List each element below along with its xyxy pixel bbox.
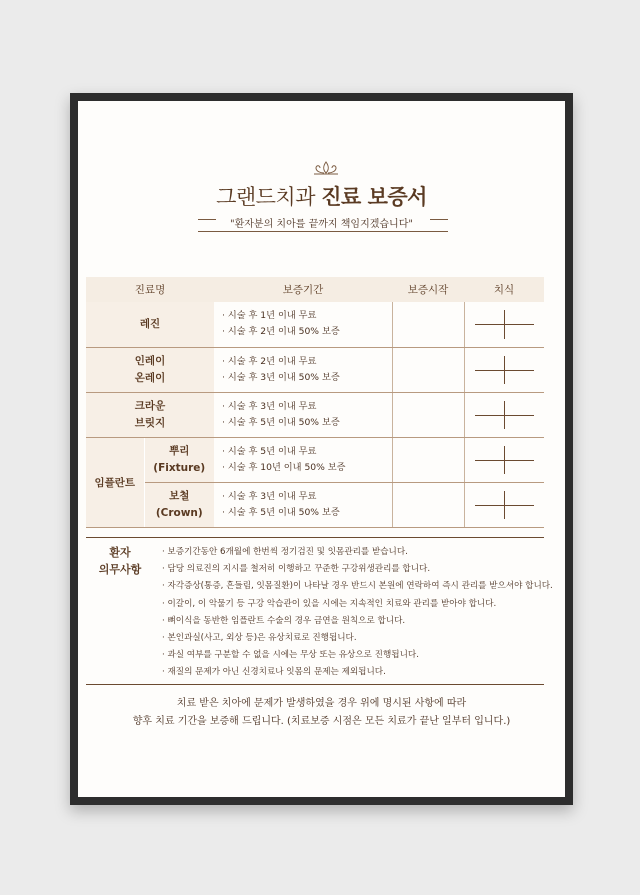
section-divider-top [86, 537, 544, 538]
tooth-chart-cross[interactable] [464, 392, 544, 437]
list-item: · 과실 여부를 구분할 수 없을 시에는 무상 또는 유상으로 진행됩니다. [162, 650, 419, 661]
table-row [86, 482, 544, 527]
list-item: · 자각증상(통증, 흔들림, 잇몸질환)이 나타날 경우 반드시 본원에 연락하여 즉시 관리를 받으셔야 합니다. [162, 581, 553, 592]
start-date-field[interactable] [392, 302, 464, 347]
list-item: · 본인과실(사고, 외상 등)은 유상치료로 진행됩니다. [162, 633, 357, 644]
col-header-start: 보증시작 [392, 277, 464, 302]
footer-line-2: 향후 치료 기간을 보증해 드립니다. (치료보증 시점은 모든 치료가 끝난 일부터 입니다.) [132, 716, 511, 727]
certificate-frame [70, 93, 573, 805]
treatment-name: 레진 [86, 302, 214, 347]
col-header-tooth-chart: 치식 [464, 277, 544, 302]
table-row [86, 302, 544, 347]
table-header-row [86, 277, 544, 302]
implant-group-label: 임플란트 [86, 437, 144, 527]
table-row [86, 437, 544, 482]
col-header-period: 보증기간 [214, 277, 392, 302]
title-clinic-name: 그랜드치과 [216, 185, 315, 209]
warranty-period: · 시술 후 2년 이내 무료 · 시술 후 3년 이내 50% 보증 [214, 347, 392, 392]
warranty-table [86, 277, 544, 528]
warranty-period: · 시술 후 1년 이내 무료 · 시술 후 2년 이내 50% 보증 [214, 302, 392, 347]
page-title [216, 185, 427, 209]
table-row [86, 392, 544, 437]
duties-list [162, 544, 553, 682]
title-block [78, 181, 565, 211]
warranty-period: · 시술 후 3년 이내 무료 · 시술 후 5년 이내 50% 보증 [214, 392, 392, 437]
list-item: · 재질의 문제가 아닌 신경치료나 잇몸의 문제는 제외됩니다. [162, 667, 386, 678]
section-divider-bottom [86, 684, 544, 685]
treatment-name: 크라운 브릿지 [86, 392, 214, 437]
list-item: · 이갈이, 이 악물기 등 구강 악습관이 있을 시에는 지속적인 치료와 관리를 받아야 합니다. [162, 598, 497, 609]
list-item: · 보증기간동안 6개월에 한번씩 정기검진 및 잇몸관리를 받습니다. [162, 547, 408, 557]
title-document-name: 진료 보증서 [321, 185, 427, 209]
list-item: · 뼈이식을 동반한 임플란트 수술의 경우 금연을 원칙으로 합니다. [162, 615, 406, 626]
start-date-field[interactable] [392, 437, 464, 482]
start-date-field[interactable] [392, 347, 464, 392]
warranty-period: · 시술 후 5년 이내 무료 · 시술 후 10년 이내 50% 보증 [214, 437, 392, 482]
tooth-chart-cross[interactable] [464, 302, 544, 347]
tooth-chart-cross[interactable] [464, 437, 544, 482]
warranty-period: · 시술 후 3년 이내 무료 · 시술 후 5년 이내 50% 보증 [214, 482, 392, 527]
ornament-icon [310, 160, 342, 178]
subtitle: "환자분의 치아를 끝까지 책임지겠습니다" [230, 219, 413, 230]
table-row [86, 347, 544, 392]
footer-notice [78, 695, 565, 731]
tooth-chart-cross[interactable] [464, 347, 544, 392]
col-header-treatment: 진료명 [86, 277, 214, 302]
start-date-field[interactable] [392, 392, 464, 437]
duties-title: 환자 의무사항 [98, 546, 142, 576]
footer-line-1: 치료 받은 치아에 문제가 발생하였을 경우 위에 명시된 사항에 따라 [176, 698, 467, 709]
tooth-chart-cross[interactable] [464, 482, 544, 527]
treatment-name: 보철 (Crown) [144, 482, 214, 527]
treatment-name: 인레이 온레이 [86, 347, 214, 392]
treatment-name: 뿌리 (Fixture) [144, 437, 214, 482]
certificate-paper [78, 101, 565, 797]
list-item: · 담당 의료진의 지시를 철저히 이행하고 꾸준한 구강위생관리를 합니다. [162, 564, 431, 575]
title-underline [198, 231, 448, 232]
start-date-field[interactable] [392, 482, 464, 527]
